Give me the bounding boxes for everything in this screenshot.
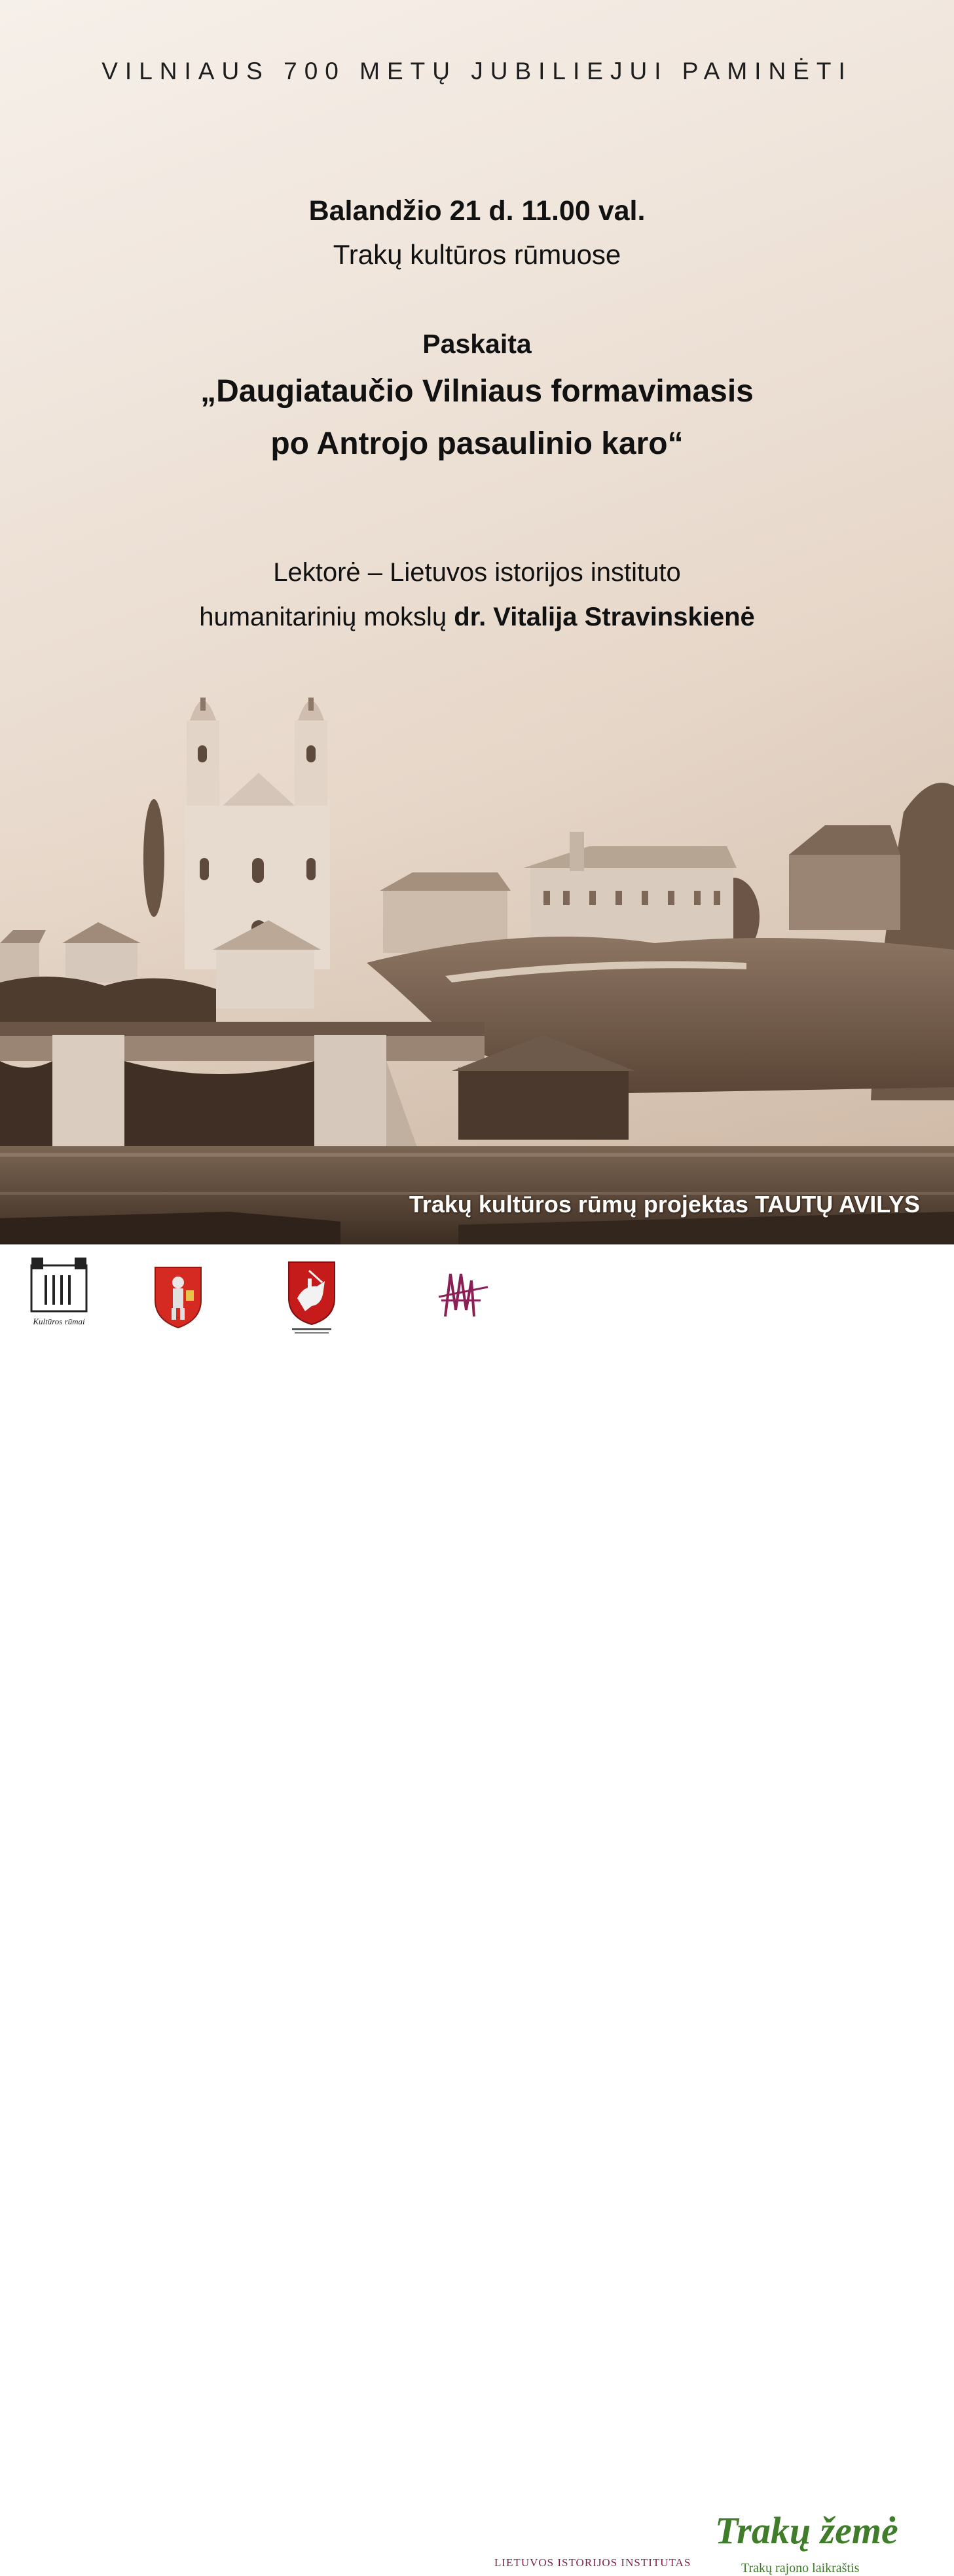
- traku-zeme-subtitle: Trakų rajono laikraštis: [741, 2561, 860, 2575]
- lecture-title-line-2: po Antrojo pasaulinio karo“: [270, 426, 684, 461]
- traku-kulturos-rumai-logo: [26, 1252, 92, 1331]
- istorijos-institutas-logo: [432, 1264, 491, 1323]
- event-venue: Trakų kultūros rūmuose: [333, 239, 621, 270]
- historic-vilnius-photo: [0, 694, 954, 1244]
- traku-zeme-title: Trakų žemė: [715, 2509, 898, 2552]
- jubilee-heading: VILNIAUS 700 METŲ JUBILIEJUI PAMINĖTI: [101, 58, 853, 84]
- lecturer-name: dr. Vitalija Stravinskienė: [454, 603, 755, 631]
- event-kind: Paskaita: [422, 329, 532, 359]
- vytis-coat-of-arms: [285, 1259, 338, 1336]
- lecturer-line-1: Lektorė – Lietuvos istorijos instituto: [273, 558, 681, 587]
- event-date-time: Balandžio 21 d. 11.00 val.: [308, 195, 646, 227]
- traku-kulturos-rumai-logo-text: Kultūros rūmai: [33, 1316, 85, 1326]
- lecturer-line-2: [0, 603, 954, 632]
- lecture-title-line-1: „Daugiataučio Vilniaus formavimasis: [200, 374, 754, 409]
- trakai-coat-of-arms: [152, 1264, 204, 1330]
- project-credit: Trakų kultūros rūmų projektas TAUTŲ AVILYS: [409, 1191, 920, 1218]
- istorijos-institutas-text: LIETUVOS ISTORIJOS INSTITUTAS: [494, 2556, 691, 2569]
- sponsor-logos: [0, 1244, 954, 2575]
- poster-background: [0, 0, 954, 1244]
- lecturer-degree: humanitarinių mokslų: [199, 603, 454, 631]
